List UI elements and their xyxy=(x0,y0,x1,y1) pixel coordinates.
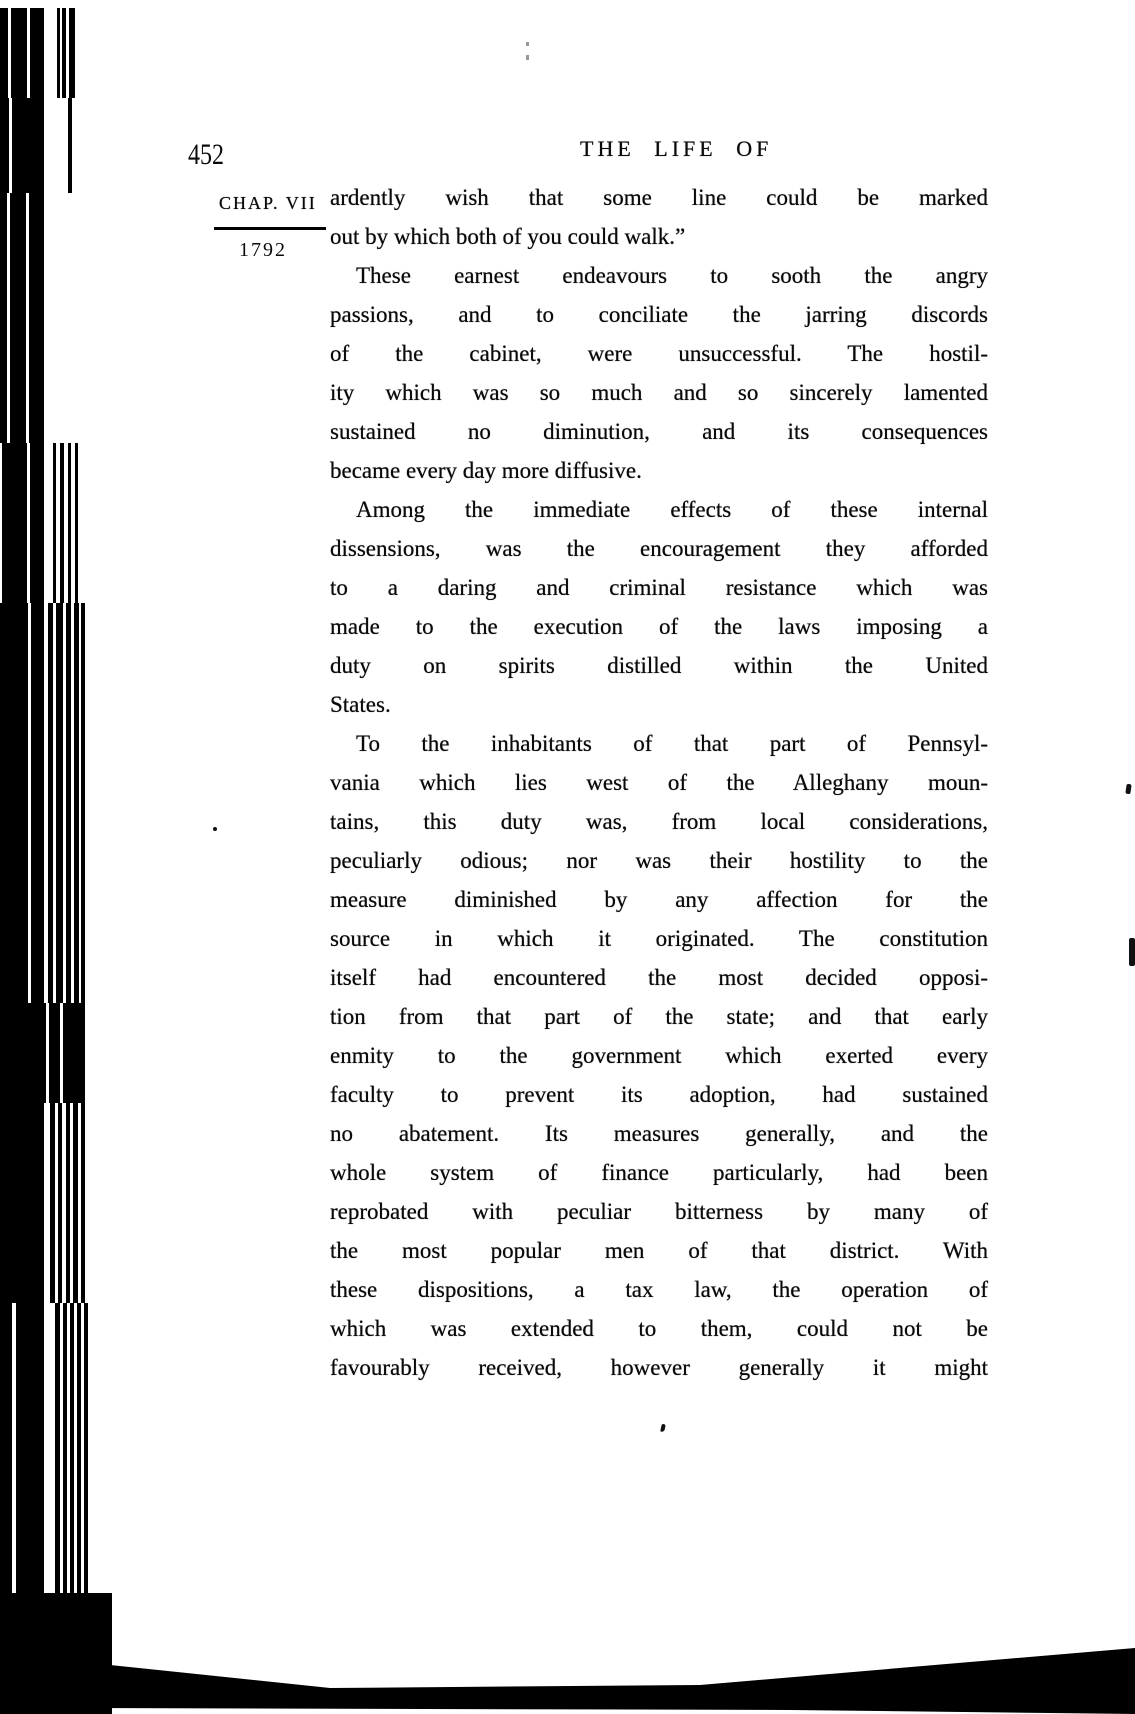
scan-speck xyxy=(213,827,217,831)
scan-speck xyxy=(1125,784,1131,795)
text-line: passions, and to conciliate the jarring discords xyxy=(330,302,988,327)
text-line: ardently wish that some line could be marked xyxy=(330,185,988,210)
text-line: became every day more diffusive. xyxy=(330,458,642,483)
text-line: duty on spirits distilled within the United xyxy=(330,653,988,678)
text-line: reprobated with peculiar bitterness by many of xyxy=(330,1199,988,1224)
scan-speck xyxy=(660,1424,666,1433)
text-line: tains, this duty was, from local considerations, xyxy=(330,809,988,834)
body-text xyxy=(330,178,988,1387)
running-head: THE LIFE OF xyxy=(580,136,773,161)
text-line: favourably received, however generally it might xyxy=(330,1355,988,1380)
text-line: which was extended to them, could not be xyxy=(330,1316,988,1341)
binding-stripe-segment xyxy=(0,8,80,98)
chapter-label: CHAP. VII xyxy=(219,193,317,213)
scan-edge-shadow-bottom xyxy=(90,1640,1135,1714)
binding-stripe-segment xyxy=(0,1303,90,1593)
text-line: ity which was so much and so sincerely lamented xyxy=(330,380,988,405)
text-line: Among the immediate effects of these internal xyxy=(356,497,988,522)
text-line: the most popular men of that district. With xyxy=(330,1238,988,1263)
scan-speck xyxy=(1129,938,1135,966)
text-line: source in which it originated. The constitution xyxy=(330,926,988,951)
text-line: vania which lies west of the Alleghany moun- xyxy=(330,770,988,795)
text-line: itself had encountered the most decided opposi- xyxy=(330,965,988,990)
text-line: These earnest endeavours to sooth the angry xyxy=(356,263,988,288)
text-line: faculty to prevent its adoption, had sustained xyxy=(330,1082,988,1107)
text-line: whole system of finance particularly, had been xyxy=(330,1160,988,1185)
text-line: out by which both of you could walk.” xyxy=(330,224,686,249)
text-line: peculiarly odious; nor was their hostility to the xyxy=(330,848,988,873)
scan-speck xyxy=(526,42,529,60)
binding-stripe-segment xyxy=(0,1103,86,1303)
text-line: measure diminished by any affection for the xyxy=(330,887,988,912)
text-line: enmity to the government which exerted every xyxy=(330,1043,988,1068)
margin-rule xyxy=(214,227,326,230)
text-line: dissensions, was the encouragement they afforded xyxy=(330,536,988,561)
text-line: no abatement. Its measures generally, and the xyxy=(330,1121,988,1146)
binding-stripe-segment xyxy=(0,603,86,1003)
page-number: 452 xyxy=(188,138,224,171)
text-line: sustained no diminution, and its consequences xyxy=(330,419,988,444)
text-line: to a daring and criminal resistance which was xyxy=(330,575,988,600)
text-line: of the cabinet, were unsuccessful. The hostil- xyxy=(330,341,988,366)
binding-stripe-segment xyxy=(0,1003,86,1103)
binding-stripe-segment xyxy=(0,443,80,603)
binding-stripe-segment xyxy=(0,98,75,193)
text-line: these dispositions, a tax law, the operation of xyxy=(330,1277,988,1302)
text-line: States. xyxy=(330,692,391,717)
text-line: made to the execution of the laws imposing a xyxy=(330,614,988,639)
text-line: tion from that part of the state; and that early xyxy=(330,1004,988,1029)
year-label: 1792 xyxy=(239,239,287,261)
text-line: To the inhabitants of that part of Pennsyl- xyxy=(356,731,988,756)
binding-stripe-segment xyxy=(0,193,46,443)
